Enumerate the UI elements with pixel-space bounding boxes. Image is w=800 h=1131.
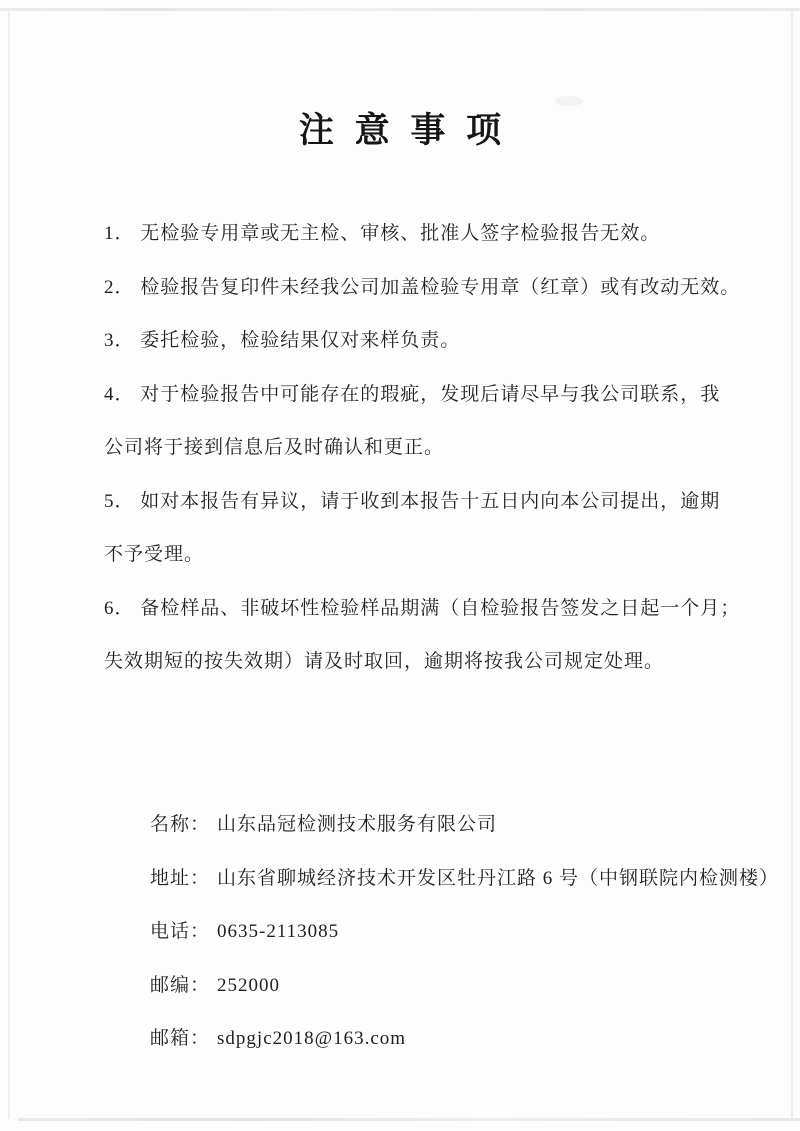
scan-edge-top	[0, 8, 800, 11]
contact-name-value: 山东品冠检测技术服务有限公司	[217, 814, 498, 835]
note-2-line-1: 2． 检验报告复印件未经我公司加盖检验专用章（红章）或有改动无效。	[104, 276, 741, 298]
contact-phone-value: 0635-2113085	[217, 921, 340, 942]
note-5-line-1: 5． 如对本报告有异议，请于收到本报告十五日内向本公司提出，逾期	[104, 490, 721, 512]
contact-address-label: 地址：	[150, 867, 211, 889]
note-1-line-1: 1． 无检验专用章或无主检、审核、批准人签字检验报告无效。	[104, 223, 661, 244]
notes-section	[104, 207, 780, 1049]
page-title: 注 意 事 项	[298, 111, 508, 150]
note-6-line-2: 失效期短的按失效期）请及时取回，逾期将按我公司规定处理。	[104, 651, 665, 672]
note-4-line-1: 4． 对于检验报告中可能存在的瑕疵，发现后请尽早与我公司联系，我	[104, 383, 721, 405]
contact-postcode-label: 邮编：	[150, 974, 211, 996]
note-5-line-2: 不予受理。	[104, 544, 205, 565]
note-4-line-2: 公司将于接到信息后及时确认和更正。	[104, 437, 445, 458]
scan-edge-right	[791, 10, 793, 1119]
note-6-line-1: 6． 备检样品、非破坏性检验样品期满（自检验报告签发之日起一个月；	[104, 597, 741, 619]
note-3-line-1: 3． 委托检验，检验结果仅对来样负责。	[104, 330, 461, 351]
contact-name-row	[104, 745, 744, 835]
contact-section	[104, 745, 780, 1049]
contact-email-label: 邮箱：	[150, 1028, 211, 1049]
contact-postcode-value: 252000	[217, 974, 281, 996]
contact-phone-label: 电话：	[150, 921, 211, 942]
contact-address-value: 山东省聊城经济技术开发区牡丹江路 6 号（中钢联院内检测楼）	[217, 867, 780, 889]
contact-email-value: sdpgjc2018@163.com	[217, 1028, 407, 1049]
scan-edge-left	[8, 10, 10, 1119]
contact-name-label: 名称：	[150, 814, 211, 835]
